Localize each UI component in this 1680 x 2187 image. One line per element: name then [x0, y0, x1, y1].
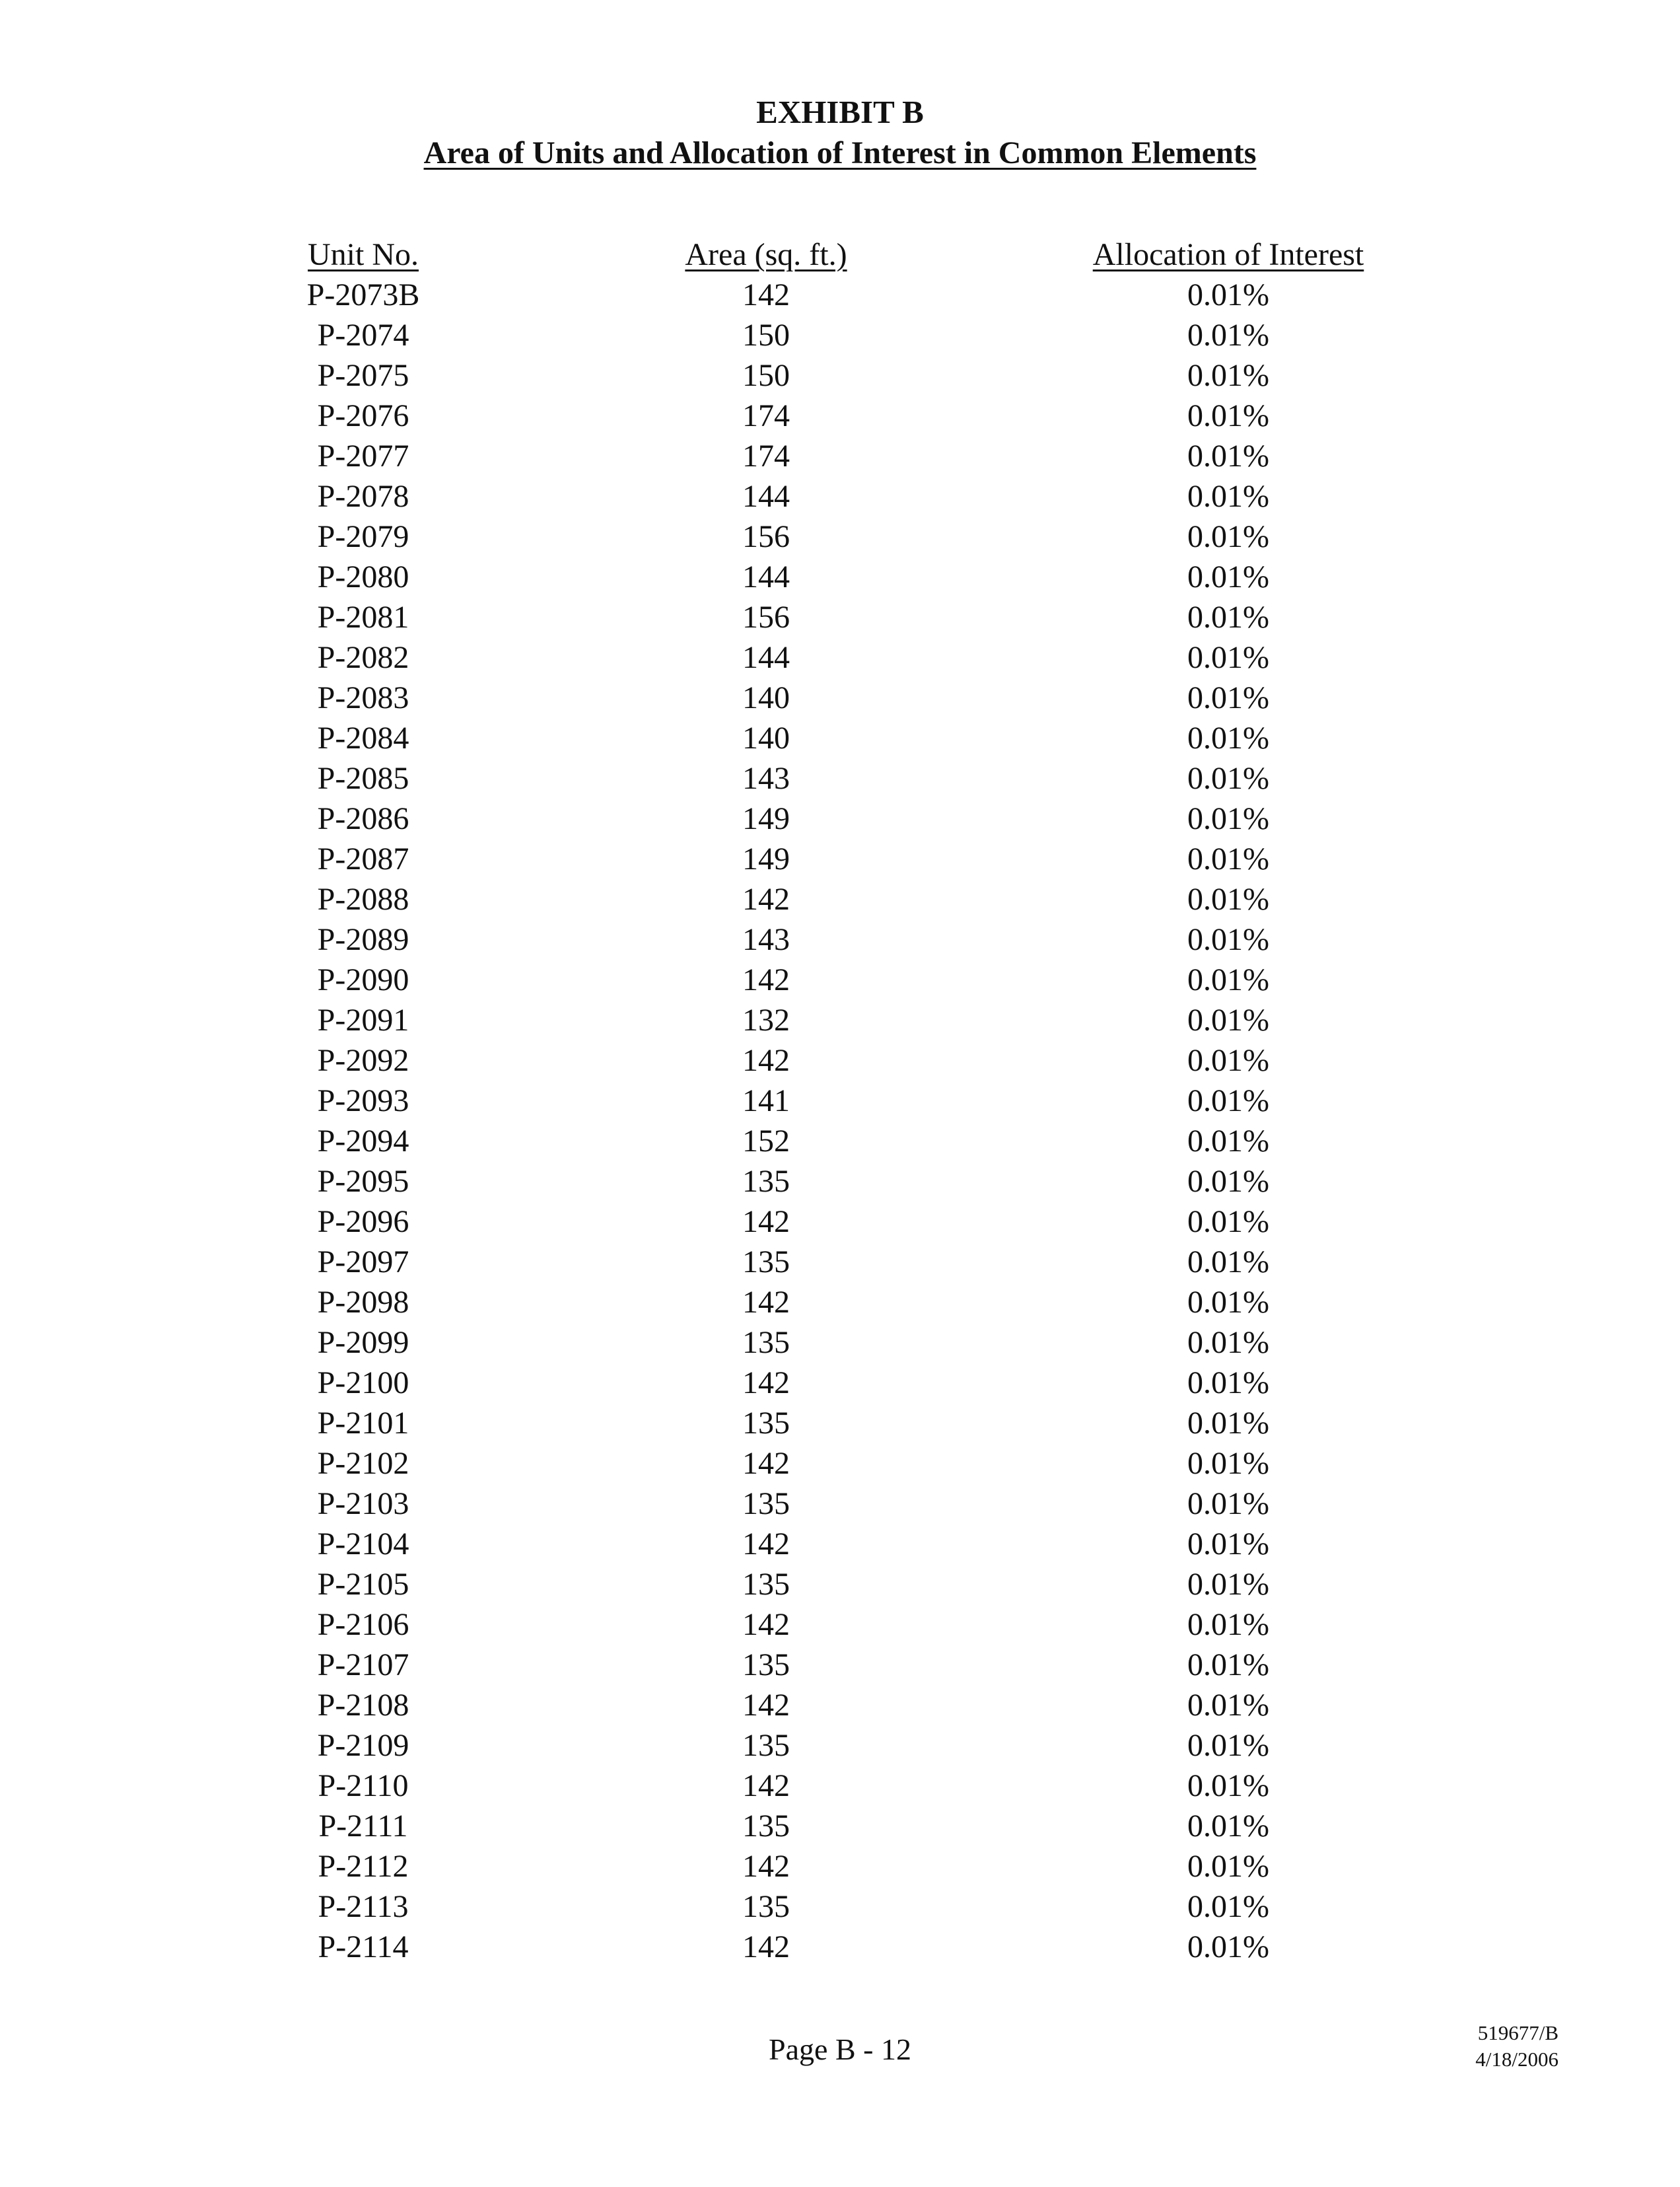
allocation-cell: 0.01%	[1187, 1083, 1269, 1118]
table-row	[0, 1645, 1680, 1685]
table-row	[0, 476, 1680, 517]
area-cell: 142	[742, 882, 790, 917]
area-cell: 142	[742, 1043, 790, 1078]
table-row	[0, 1484, 1680, 1524]
allocation-cell: 0.01%	[1187, 801, 1269, 836]
unit-no-cell: P-2108	[317, 1688, 409, 1723]
table-row	[0, 1403, 1680, 1443]
unit-allocation-table	[0, 234, 1680, 1967]
page-number: Page B - 12	[769, 2032, 911, 2066]
unit-no-cell: P-2076	[317, 398, 409, 433]
unit-no-cell: P-2110	[318, 1768, 409, 1803]
area-cell: 144	[742, 640, 790, 675]
allocation-cell: 0.01%	[1187, 1325, 1269, 1360]
area-cell: 156	[742, 600, 790, 635]
unit-no-cell: P-2075	[317, 358, 409, 393]
unit-no-cell: P-2093	[317, 1083, 409, 1118]
unit-no-cell: P-2089	[317, 922, 409, 957]
document-id: 519677/B	[1477, 2021, 1558, 2044]
unit-no-cell: P-2079	[317, 519, 409, 554]
unit-no-cell: P-2097	[317, 1244, 409, 1279]
allocation-cell: 0.01%	[1187, 1365, 1269, 1400]
table-row	[0, 1322, 1680, 1363]
table-row	[0, 960, 1680, 1000]
unit-no-cell: P-2088	[317, 882, 409, 917]
area-cell: 132	[742, 1003, 790, 1038]
unit-no-cell: P-2073B	[306, 277, 420, 312]
allocation-cell: 0.01%	[1187, 1244, 1269, 1279]
allocation-cell: 0.01%	[1187, 1003, 1269, 1038]
unit-no-cell: P-2094	[317, 1124, 409, 1159]
table-row	[0, 275, 1680, 315]
document-reference	[1387, 2020, 1558, 2073]
allocation-cell: 0.01%	[1187, 1567, 1269, 1602]
area-cell: 174	[742, 439, 790, 474]
unit-no-cell: P-2091	[317, 1003, 409, 1038]
allocation-cell: 0.01%	[1187, 1929, 1269, 1964]
table-row	[0, 839, 1680, 879]
table-row	[0, 355, 1680, 396]
area-cell: 174	[742, 398, 790, 433]
table-row	[0, 1846, 1680, 1886]
area-cell: 135	[742, 1486, 790, 1521]
header-area: Area (sq. ft.)	[685, 237, 847, 272]
area-cell: 143	[742, 761, 790, 796]
unit-no-cell: P-2107	[317, 1647, 409, 1682]
allocation-cell: 0.01%	[1187, 1526, 1269, 1561]
allocation-cell: 0.01%	[1187, 318, 1269, 353]
allocation-cell: 0.01%	[1187, 519, 1269, 554]
unit-no-cell: P-2106	[317, 1607, 409, 1642]
unit-no-cell: P-2085	[317, 761, 409, 796]
table-row	[0, 396, 1680, 436]
area-cell: 142	[742, 1929, 790, 1964]
unit-no-cell: P-2113	[318, 1889, 409, 1924]
area-cell: 156	[742, 519, 790, 554]
table-row	[0, 597, 1680, 637]
area-cell: 135	[742, 1647, 790, 1682]
area-cell: 135	[742, 1567, 790, 1602]
allocation-cell: 0.01%	[1187, 1889, 1269, 1924]
table-row	[0, 1524, 1680, 1564]
table-row	[0, 1604, 1680, 1645]
table-row	[0, 557, 1680, 597]
unit-no-cell: P-2109	[317, 1728, 409, 1763]
area-cell: 142	[742, 1526, 790, 1561]
unit-no-cell: P-2083	[317, 680, 409, 715]
allocation-cell: 0.01%	[1187, 1607, 1269, 1642]
table-row	[0, 879, 1680, 919]
area-cell: 135	[742, 1325, 790, 1360]
unit-no-cell: P-2102	[317, 1446, 409, 1481]
allocation-cell: 0.01%	[1187, 1486, 1269, 1521]
header-unit-no: Unit No.	[308, 237, 419, 272]
table-row	[0, 315, 1680, 355]
area-cell: 142	[742, 1849, 790, 1884]
allocation-cell: 0.01%	[1187, 600, 1269, 635]
header-allocation: Allocation of Interest	[1092, 237, 1364, 272]
unit-no-cell: P-2098	[317, 1285, 409, 1320]
table-row	[0, 718, 1680, 758]
unit-no-cell: P-2096	[317, 1204, 409, 1239]
allocation-cell: 0.01%	[1187, 761, 1269, 796]
unit-no-cell: P-2077	[317, 439, 409, 474]
unit-no-cell: P-2086	[317, 801, 409, 836]
area-cell: 142	[742, 1365, 790, 1400]
table-row	[0, 1081, 1680, 1121]
allocation-cell: 0.01%	[1187, 842, 1269, 877]
unit-no-cell: P-2100	[317, 1365, 409, 1400]
table-row	[0, 1806, 1680, 1846]
allocation-cell: 0.01%	[1187, 1164, 1269, 1199]
allocation-cell: 0.01%	[1187, 479, 1269, 514]
allocation-cell: 0.01%	[1187, 1285, 1269, 1320]
area-cell: 152	[742, 1124, 790, 1159]
unit-no-cell: P-2105	[317, 1567, 409, 1602]
unit-no-cell: P-2080	[317, 559, 409, 594]
unit-no-cell: P-2103	[317, 1486, 409, 1521]
area-cell: 135	[742, 1164, 790, 1199]
unit-no-cell: P-2090	[317, 962, 409, 997]
table-row	[0, 1000, 1680, 1040]
allocation-cell: 0.01%	[1187, 882, 1269, 917]
unit-no-cell: P-2099	[317, 1325, 409, 1360]
unit-no-cell: P-2104	[317, 1526, 409, 1561]
table-row	[0, 1161, 1680, 1201]
table-row	[0, 919, 1680, 960]
area-cell: 135	[742, 1244, 790, 1279]
document-date: 4/18/2006	[1475, 2048, 1558, 2071]
allocation-cell: 0.01%	[1187, 277, 1269, 312]
area-cell: 135	[742, 1406, 790, 1441]
exhibit-title: EXHIBIT B	[756, 94, 924, 130]
table-row	[0, 1766, 1680, 1806]
table-row	[0, 678, 1680, 718]
unit-no-cell: P-2111	[318, 1809, 408, 1844]
area-cell: 149	[742, 842, 790, 877]
area-cell: 142	[742, 1285, 790, 1320]
allocation-cell: 0.01%	[1187, 1043, 1269, 1078]
allocation-cell: 0.01%	[1187, 640, 1269, 675]
allocation-cell: 0.01%	[1187, 439, 1269, 474]
unit-no-cell: P-2112	[318, 1849, 409, 1884]
unit-no-cell: P-2082	[317, 640, 409, 675]
table-row	[0, 517, 1680, 557]
unit-no-cell: P-2095	[317, 1164, 409, 1199]
allocation-cell: 0.01%	[1187, 398, 1269, 433]
area-cell: 143	[742, 922, 790, 957]
table-row	[0, 436, 1680, 476]
area-cell: 144	[742, 479, 790, 514]
unit-no-cell: P-2074	[317, 318, 409, 353]
table-row	[0, 1443, 1680, 1484]
table-row	[0, 758, 1680, 799]
unit-no-cell: P-2081	[317, 600, 409, 635]
table-row	[0, 1685, 1680, 1725]
table-row	[0, 799, 1680, 839]
unit-no-cell: P-2078	[317, 479, 409, 514]
area-cell: 142	[742, 1607, 790, 1642]
exhibit-subtitle: Area of Units and Allocation of Interest in Common Elements	[423, 135, 1257, 170]
area-cell: 150	[742, 358, 790, 393]
allocation-cell: 0.01%	[1187, 721, 1269, 756]
area-cell: 142	[742, 1768, 790, 1803]
allocation-cell: 0.01%	[1187, 559, 1269, 594]
unit-no-cell: P-2084	[317, 721, 409, 756]
allocation-cell: 0.01%	[1187, 1124, 1269, 1159]
area-cell: 142	[742, 962, 790, 997]
area-cell: 140	[742, 721, 790, 756]
area-cell: 140	[742, 680, 790, 715]
allocation-cell: 0.01%	[1187, 922, 1269, 957]
table-row	[0, 1725, 1680, 1766]
allocation-cell: 0.01%	[1187, 1688, 1269, 1723]
area-cell: 142	[742, 1688, 790, 1723]
area-cell: 150	[742, 318, 790, 353]
table-row	[0, 637, 1680, 678]
table-row	[0, 1040, 1680, 1081]
table-row	[0, 1282, 1680, 1322]
area-cell: 141	[742, 1083, 790, 1118]
unit-no-cell: P-2114	[318, 1929, 409, 1964]
unit-no-cell: P-2087	[317, 842, 409, 877]
table-row	[0, 1363, 1680, 1403]
table-row	[0, 1886, 1680, 1927]
table-row	[0, 1201, 1680, 1242]
area-cell: 142	[742, 277, 790, 312]
table-row	[0, 1927, 1680, 1967]
table-row	[0, 1564, 1680, 1604]
area-cell: 142	[742, 1446, 790, 1481]
allocation-cell: 0.01%	[1187, 1809, 1269, 1844]
table-row	[0, 1121, 1680, 1161]
allocation-cell: 0.01%	[1187, 1728, 1269, 1763]
allocation-cell: 0.01%	[1187, 962, 1269, 997]
area-cell: 142	[742, 1204, 790, 1239]
area-cell: 144	[742, 559, 790, 594]
table-body	[0, 275, 1680, 1967]
area-cell: 135	[742, 1889, 790, 1924]
table-header-row	[0, 234, 1680, 275]
area-cell: 135	[742, 1809, 790, 1844]
allocation-cell: 0.01%	[1187, 358, 1269, 393]
area-cell: 135	[742, 1728, 790, 1763]
allocation-cell: 0.01%	[1187, 1768, 1269, 1803]
unit-no-cell: P-2092	[317, 1043, 409, 1078]
allocation-cell: 0.01%	[1187, 1849, 1269, 1884]
table-row	[0, 1242, 1680, 1282]
allocation-cell: 0.01%	[1187, 1204, 1269, 1239]
unit-no-cell: P-2101	[317, 1406, 409, 1441]
allocation-cell: 0.01%	[1187, 1647, 1269, 1682]
allocation-cell: 0.01%	[1187, 1406, 1269, 1441]
allocation-cell: 0.01%	[1187, 680, 1269, 715]
area-cell: 149	[742, 801, 790, 836]
allocation-cell: 0.01%	[1187, 1446, 1269, 1481]
